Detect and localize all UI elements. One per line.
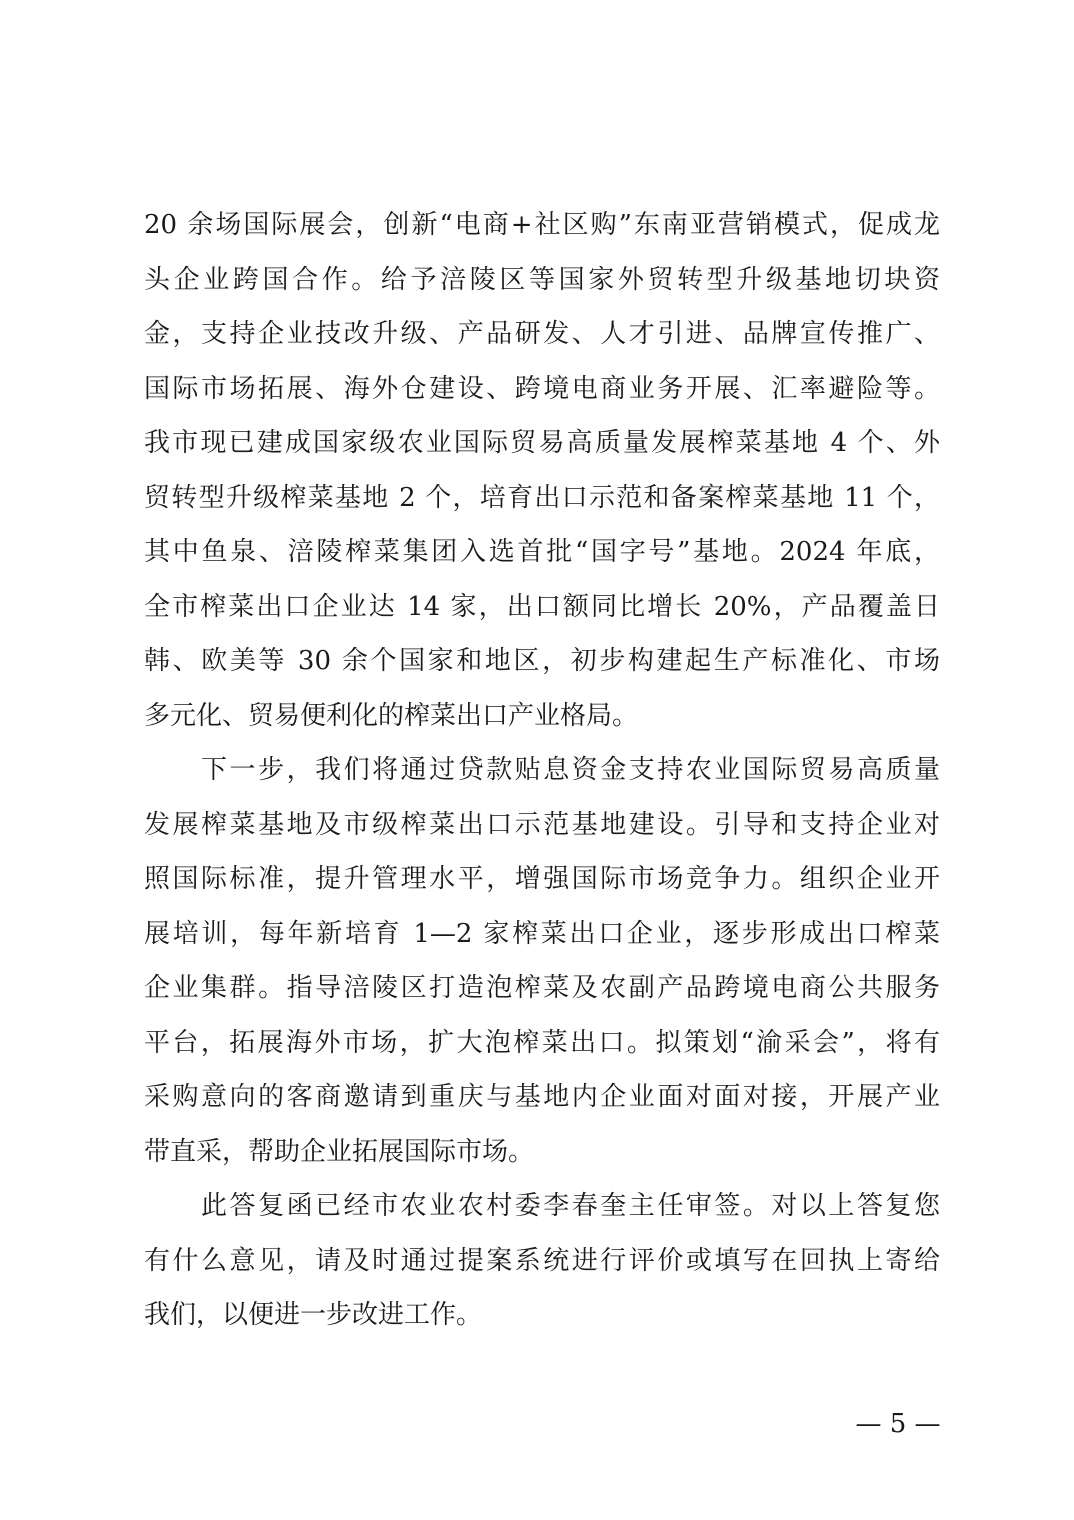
text-line: 展培训，每年新培育 1—2 家榨菜出口企业，逐步形成出口榨菜 (144, 918, 940, 949)
text-line: 采购意向的客商邀请到重庆与基地内企业面对面对接，开展产业 (144, 1082, 940, 1112)
text-line: 国际市场拓展、海外仓建设、跨境电商业务开展、汇率避险等。 (144, 373, 940, 404)
text-line: 金，支持企业技改升级、产品研发、人才引进、品牌宣传推广、 (144, 319, 940, 349)
text-line: 有什么意见，请及时通过提案系统进行评价或填写在回执上寄给 (144, 1245, 940, 1276)
text-line: 20 余场国际展会，创新“电商+社区购”东南亚营销模式，促成龙 (144, 210, 940, 240)
text-line: 平台，拓展海外市场，扩大泡榨菜出口。拟策划“渝采会”，将有 (144, 1027, 940, 1058)
text-line: 全市榨菜出口企业达 14 家，出口额同比增长 20%，产品覆盖日 (144, 591, 940, 622)
text-line: 照国际标准，提升管理水平，增强国际市场竞争力。组织企业开 (144, 864, 940, 894)
text-line: 贸转型升级榨菜基地 2 个，培育出口示范和备案榨菜基地 11 个， (144, 482, 940, 513)
text-line: 下一步，我们将通过贷款贴息资金支持农业国际贸易高质量 (144, 755, 940, 785)
body-text (144, 198, 940, 1343)
text-line: 多元化、贸易便利化的榨菜出口产业格局。 (144, 700, 639, 731)
page-number: — 5 — (855, 1409, 941, 1439)
text-line: 我们，以便进一步改进工作。 (144, 1300, 483, 1330)
text-line: 韩、欧美等 30 余个国家和地区，初步构建起生产标准化、市场 (144, 646, 940, 676)
text-line: 头企业跨国合作。给予涪陵区等国家外贸转型升级基地切块资 (144, 264, 940, 295)
text-line: 发展榨菜基地及市级榨菜出口示范基地建设。引导和支持企业对 (144, 809, 940, 840)
text-line: 带直采，帮助企业拓展国际市场。 (144, 1136, 535, 1167)
text-line: 此答复函已经市农业农村委李春奎主任审签。对以上答复您 (144, 1191, 940, 1221)
text-line: 我市现已建成国家级农业国际贸易高质量发展榨菜基地 4 个、外 (144, 428, 940, 458)
text-line: 其中鱼泉、涪陵榨菜集团入选首批“国字号”基地。2024 年底， (144, 537, 940, 567)
text-line: 企业集群。指导涪陵区打造泡榨菜及农副产品跨境电商公共服务 (144, 973, 940, 1003)
